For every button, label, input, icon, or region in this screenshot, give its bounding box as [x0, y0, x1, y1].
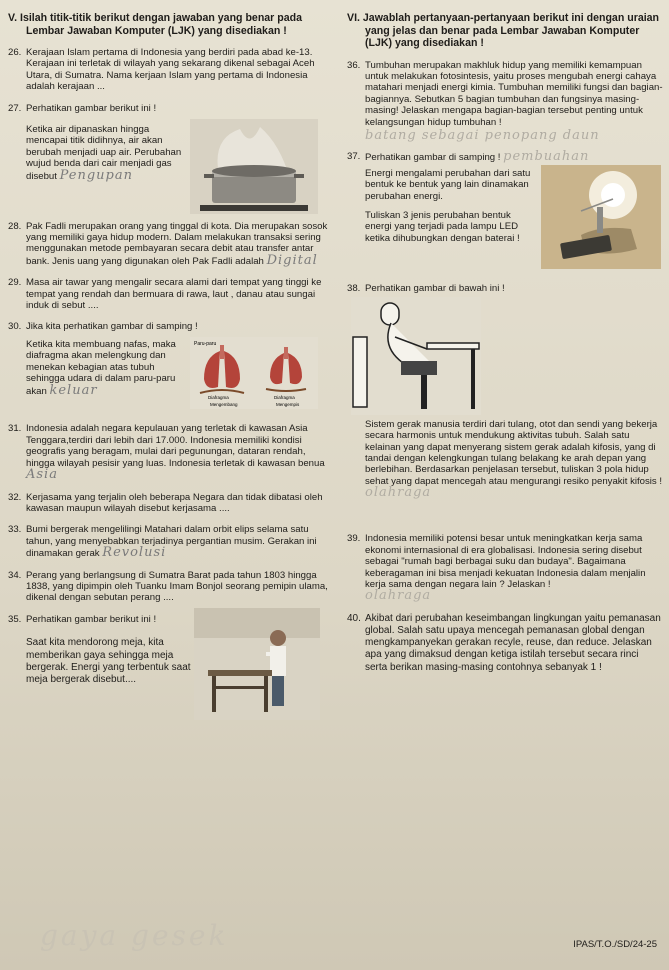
question-36: 36. Tumbuhan merupakan makhluk hidup yang memiliki kemampuan untuk melakukan fotosintesis, yaitu proses mengubah energi cahaya matahari menjadi energi kimia. Tumbuhan memiliki fungsi dan bagian-bagiannya. Sebutkan 5 bagian tumbuhan dan fungsinya masing-masing! Jelaskan mengapa bagian-bagian tersebut penting untuk kelangsungan hidup tumbuhan ! batang sebagai penopang daun [347, 59, 663, 143]
answer-37: pembuahan [503, 149, 590, 165]
pushing-table-image [194, 608, 320, 720]
question-31: 31. Indonesia adalah negara kepulauan yang terletak di kawasan Asia Tenggara,terdiri dari lebih dari 17.000. Indonesia memiliki kondisi geografis yang beragam, mulai dari pegunungan, dataran rendah, hingga wilayah pesisir yang luas. Indonesia terletak di kawasan benua Asia [8, 423, 325, 483]
question-35: 35. Perhatikan gambar berikut ini ! Saat kita mendorong meja, kita memberikan gaya sehingga meja bergerak. Energi yang terbentuk saat meja bergerak disebut.... [4, 614, 334, 724]
answer-27: Pengupan [59, 167, 133, 183]
question-39: 39. Indonesia memiliki potensi besar untuk meningkatkan kerja sama ekonomi internasional di era globalisasi. Indonesia sering disebut sebagai "rumah bagi berbagai suku dan budaya". Bagaimana keberagaman ini bisa menjadi kekuatan Indonesia dalam menjalin kerja sama dengan negara lain ? Jelaskan ! olahraga [347, 533, 646, 604]
svg-text:Mengembang: Mengembang [210, 402, 238, 408]
document-code: IPAS/T.O./SD/24-25 [573, 939, 657, 950]
posture-desk-image [351, 297, 481, 415]
right-column [343, 12, 663, 684]
answer-28: Digital [266, 252, 318, 268]
question-26: 26. Kerajaan Islam pertama di Indonesia yang berdiri pada abad ke-13. Kerajaan ini terletak di wilayah yang sekarang dikenal sebagai Aceh Utara, di Sumatra. Nama kerjaan Islam yang pertama di Indonesia adalah kerajaan ... [8, 47, 315, 93]
question-33: 33. Bumi bergerak mengelilingi Matahari dalam orbit elips selama satu tahun, yang menyebabkan terjadinya pergantian musim. Gerakan ini dinamakan gerak Revolusi [8, 524, 317, 561]
section-vi-heading: VI. Jawablah pertanyaan-pertanyaan berikut ini dengan uraian yang jelas dan benar pada Lembar Jawaban Komputer (LJK) yang disediakan ! [347, 12, 660, 49]
question-28: 28. Pak Fadli merupakan orang yang tinggal di kota. Dia merupakan sosok yang memiliki gaya hidup modern. Dalam melakukan transaksi sering menggunakan metode pembayaran secara debit atau transfer antar bank. Jenis uang yang digunakan oleh Pak Fadli adalah Digital [8, 220, 328, 268]
svg-text:Diafragma: Diafragma [274, 395, 295, 401]
answer-39: olahraga [365, 588, 432, 604]
boiling-pot-image [190, 119, 318, 214]
question-32: 32. Kerjasama yang terjalin oleh beberapa Negara dan tidak dibatasi oleh kawasan maupun wilayah disebut kerjasama .... [8, 491, 323, 514]
answer-33: Revolusi [102, 545, 167, 561]
question-34: 34. Perang yang berlangsung di Sumatra Barat pada tahun 1803 hingga 1838, yang dipimpin oleh Tuanku Imam Bonjol seorang pemipin ulama, dikenal dengan sebutan perang .... [8, 569, 328, 604]
answer-31: Asia [26, 467, 58, 483]
question-29: 29. Masa air tawar yang mengalir secara alami dari tempat yang tinggi ke tempat yang rendah dan bermuara di rawa, laut , danau atau sungai induk di sebut .... [8, 277, 322, 312]
question-27: 27. Perhatikan gambar berikut ini ! Ketika air dipanaskan hingga mencapai titik didihnya, air akan berubah menjadi uap air. Perubahan wujud benda dari cair menjadi gas disebut Pengupan [4, 103, 334, 211]
lungs-diagram [190, 337, 318, 409]
question-40: 40. Akibat dari perubahan keseimbangan lingkungan yaitu pemanasan global. Salah satu upaya mencegah pemanasan global dengan mengkampanyekan gerakan recyle, reuse, dan reduce. Jelaskan apa yang dimaksud dengan ketiga istilah tersebut secara rinci serta berikan masing-masing contohnya sebanyak 1 ! [347, 612, 661, 673]
question-37: 37. Perhatikan gambar di samping ! pembuahan Energi mengalami perubahan dari satu bentuk ke bentuk yang lain dinamakan perubahan energi. Tuliskan 3 jenis perubahan bentuk energi yang terjadi pada lampu LED ketika dihubungkan dengan baterai ! [343, 151, 663, 273]
left-column [4, 12, 334, 734]
handwritten-answer-35: gaya gesek [40, 919, 229, 952]
svg-text:Diafragma: Diafragma [208, 395, 229, 401]
question-30: 30. Jika kita perhatikan gambar di samping ! Ketika kita membuang nafas, maka diafragma akan melengkung dan menekan kebagian atas tubuh sehingga udara di dalam paru-paru akan keluar Paru-paru Diafragma Diafragma Mengembang Mengempis [4, 321, 334, 413]
question-38: 38. Perhatikan gambar di bawah ini ! Sistem gerak manusia terdiri dari tulang, otot dan sendi yang bekerja secara harmonis untuk mendukung aktivitas tubuh. Salah satu kelainan yang dapat menyerang sistem gerak adalah kifosis, yang di tandai dengan kelengkungan tulang belakang ke arah depan yang berlebihan. Berdasarkan penjelasan tersebut, tuliskan 3 pola hidup sehat yang dapat mencegah atau mengurangi resiko penyakit kifosis ! olahraga [347, 283, 663, 501]
led-battery-image [541, 165, 661, 269]
svg-text:Paru-paru: Paru-paru [194, 341, 217, 348]
answer-36: batang sebagai penopang daun [365, 127, 600, 143]
answer-30: keluar [49, 382, 98, 398]
section-v-heading: V. Isilah titik-titik berikut dengan jawaban yang benar pada Lembar Jawaban Komputer (LJK) yang disediakan ! [8, 12, 302, 37]
svg-text:Mengempis: Mengempis [276, 402, 300, 408]
answer-38: olahraga [365, 485, 432, 501]
